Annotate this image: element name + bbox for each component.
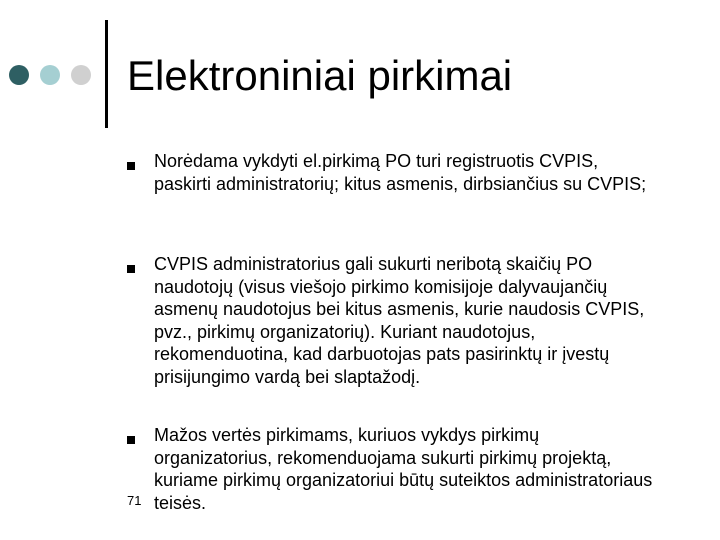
bullet-text: Mažos vertės pirkimams, kuriuos vykdys pirkimų organizatorius, rekomenduojama sukurti pirkimų projektą, kuriame pirkimų organizatoriui būtų suteiktos administratoriaus teisės.: [154, 425, 653, 513]
bullet-text: CVPIS administratorius gali sukurti neribotą skaičių PO naudotojų (visus viešojo pirkimo komisijoje dalyvaujančių asmenų naudotojus bei kitus asmenis, kurie naudosis CVPIS, pvz., pirkimų organizatorių). Kuriant naudotojus, rekomenduotina, kad darbuotojas pats pasirinktų ir įvestų prisijungimo vardą bei slaptažodį.: [154, 254, 645, 387]
square-bullet-icon: [127, 162, 135, 170]
square-bullet-icon: [127, 436, 135, 444]
slide-number: 71: [127, 493, 142, 508]
slide-title: Elektroniniai pirkimai: [127, 52, 513, 99]
square-bullet-icon: [127, 265, 135, 273]
bullet-text: Norėdama vykdyti el.pirkimą PO turi registruotis CVPIS, paskirti administratorių; kitus asmenis, dirbsiančius su CVPIS;: [154, 151, 647, 194]
